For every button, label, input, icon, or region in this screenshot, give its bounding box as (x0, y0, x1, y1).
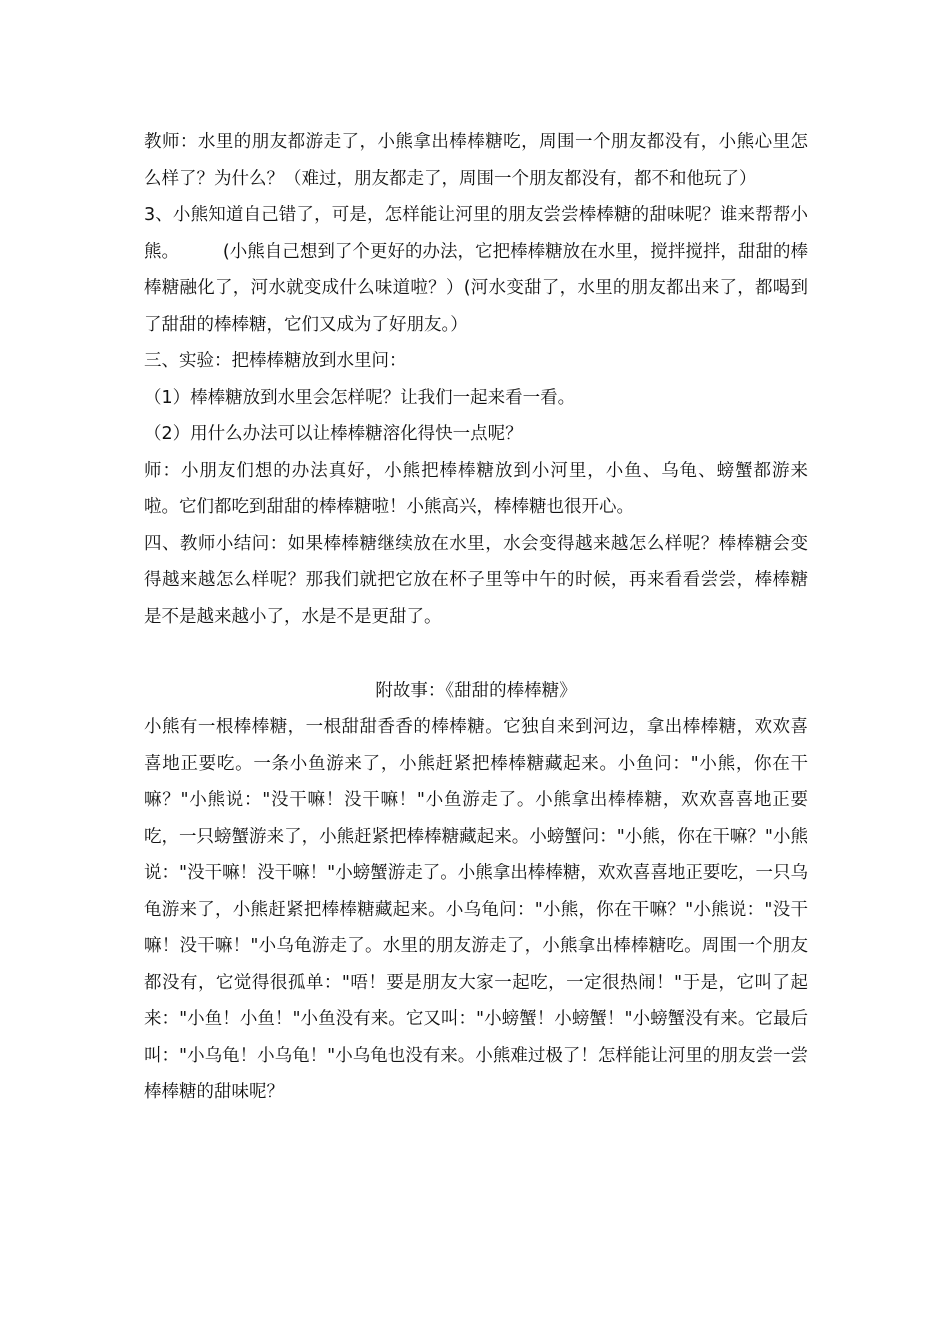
experiment-question-2: （2）用什么办法可以让棒棒糖溶化得快一点呢？ (144, 424, 523, 444)
step-3-paragraph: 3、小熊知道自己错了，可是，怎样能让河里的朋友尝尝棒棒糖的甜味呢？谁来帮帮小熊。 (小熊自己想到了个更好的办法，它把棒棒糖放在水里，搅拌搅拌，甜甜的棒棒糖融化了，河水就变成什么味道啦？）(河水变甜了，水里的朋友都出来了，都喝到了甜甜的棒棒糖，它们又成为了好朋友。） (144, 205, 808, 335)
document-page (144, 124, 808, 1111)
summary-paragraph: 四、教师小结问：如果棒棒糖继续放在水里，水会变得越来越怎么样呢？棒棒糖会变得越来越怎么样呢？那我们就把它放在杯子里等中午的时候，再来看看尝尝，棒棒糖是不是越来越小了，水是不是更甜了。 (144, 533, 808, 627)
experiment-question-1: （1）棒棒糖放到水里会怎样呢？让我们一起来看一看。 (144, 387, 576, 408)
story-body: 小熊有一根棒棒糖，一根甜甜香香的棒棒糖。它独自来到河边，拿出棒棒糖，欢欢喜喜地正要吃。一条小鱼游来了，小熊赶紧把棒棒糖藏起来。小鱼问："小熊，你在干嘛？"小熊说："没干嘛！没干嘛！"小鱼游走了。小熊拿出棒棒糖，欢欢喜喜地正要吃，一只螃蟹游来了，小熊赶紧把棒棒糖藏起来。小螃蟹问："小熊，你在干嘛？"小熊说："没干嘛！没干嘛！"小螃蟹游走了。小熊拿出棒棒糖，欢欢喜喜地正要吃，一只乌龟游来了，小熊赶紧把棒棒糖藏起来。小乌龟问："小熊，你在干嘛？"小熊说："没干嘛！没干嘛！"小乌龟游走了。水里的朋友游走了，小熊拿出棒棒糖吃。周围一个朋友都没有，它觉得很孤单："唔！要是朋友大家一起吃，一定很热闹！"于是，它叫了起来："小鱼！小鱼！"小鱼没有来。它又叫："小螃蟹！小螃蟹！"小螃蟹没有来。它最后叫："小乌龟！小乌龟！"小乌龟也没有来。小熊难过极了！怎样能让河里的朋友尝一尝棒棒糖的甜味呢？ (144, 717, 808, 1102)
section-gap (144, 635, 808, 673)
teacher-question-paragraph: 教师：水里的朋友都游走了，小熊拿出棒棒糖吃，周围一个朋友都没有，小熊心里怎么样了？为什么？（难过，朋友都走了，周围一个朋友都没有，都不和他玩了） (144, 132, 808, 189)
teacher-remark-paragraph: 师：小朋友们想的办法真好，小熊把棒棒糖放到小河里，小鱼、乌龟、螃蟹都游来啦。它们都吃到甜甜的棒棒糖啦！小熊高兴，棒棒糖也很开心。 (144, 460, 808, 517)
story-title: 附故事：《甜甜的棒棒糖》 (375, 681, 577, 701)
experiment-heading: 三、实验：把棒棒糖放到水里问： (144, 351, 407, 371)
